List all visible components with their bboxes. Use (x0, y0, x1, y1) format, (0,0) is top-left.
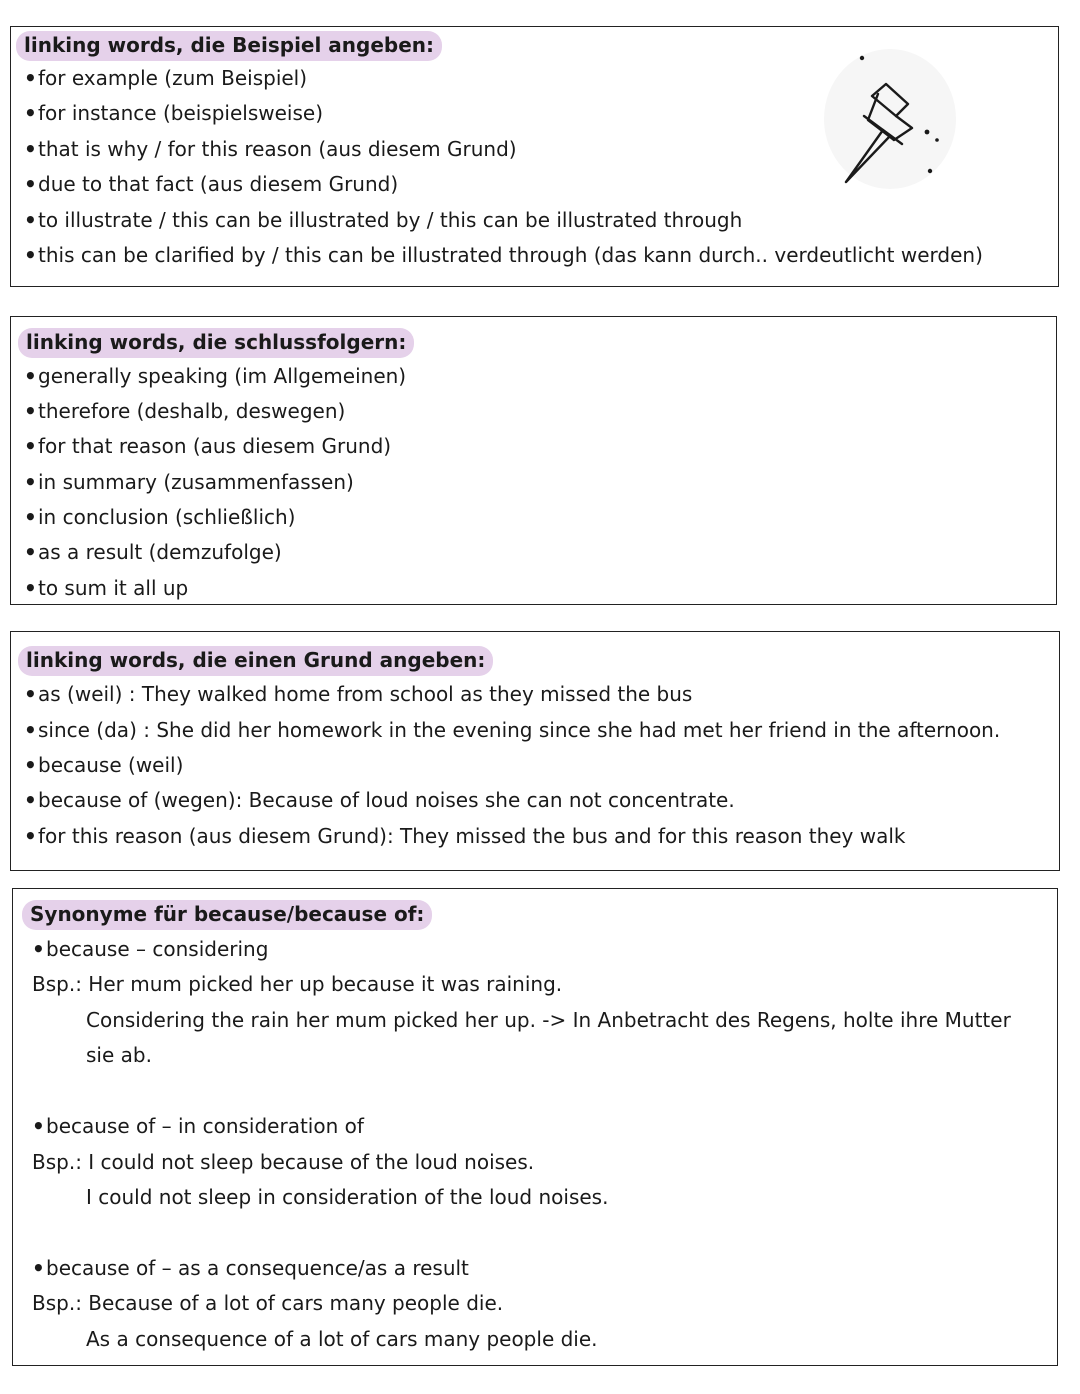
list-item: • because of (wegen): Because of loud noises she can not concentrate. (24, 787, 735, 813)
list-item: • for that reason (aus diesem Grund) (24, 433, 391, 459)
list-item: • in conclusion (schließlich) (24, 504, 295, 530)
example-rewrite-continued: sie ab. (86, 1043, 152, 1067)
example-rewrite: Considering the rain her mum picked her up. -> In Anbetracht des Regens, holte ihre Mutter (86, 1008, 1011, 1032)
pushpin-icon (820, 44, 960, 194)
list-item: • to sum it all up (24, 575, 188, 601)
list-item: • that is why / for this reason (aus diesem Grund) (24, 136, 517, 162)
example-rewrite: I could not sleep in consideration of the loud noises. (86, 1185, 609, 1209)
list-item: • because (weil) (24, 752, 183, 778)
list-item: • in summary (zusammenfassen) (24, 469, 354, 495)
list-item: • this can be clarified by / this can be illustrated through (das kann durch.. verdeutlicht werden) (24, 242, 983, 268)
synonym-pair: • because – considering (32, 936, 268, 962)
example-rewrite: As a consequence of a lot of cars many people die. (86, 1327, 598, 1351)
section-conclusion-heading: linking words, die schlussfolgern: (18, 328, 414, 358)
list-item: • generally speaking (im Allgemeinen) (24, 363, 406, 389)
example-sentence: Bsp.: I could not sleep because of the loud noises. (32, 1150, 535, 1174)
list-item: • for example (zum Beispiel) (24, 65, 307, 91)
list-item: • due to that fact (aus diesem Grund) (24, 171, 398, 197)
section-synonyms-heading: Synonyme für because/because of: (22, 900, 432, 930)
list-item: • as a result (demzufolge) (24, 539, 282, 565)
synonym-pair: • because of – in consideration of (32, 1113, 364, 1139)
list-item: • since (da) : She did her homework in the evening since she had met her friend in the afternoon. (24, 717, 1000, 743)
section-examples-heading: linking words, die Beispiel angeben: (16, 31, 442, 61)
list-item: • to illustrate / this can be illustrated by / this can be illustrated through (24, 207, 742, 233)
list-item: • therefore (deshalb, deswegen) (24, 398, 345, 424)
list-item: • for instance (beispielsweise) (24, 100, 323, 126)
list-item: • as (weil) : They walked home from school as they missed the bus (24, 681, 692, 707)
example-sentence: Bsp.: Because of a lot of cars many people die. (32, 1291, 504, 1315)
example-sentence: Bsp.: Her mum picked her up because it was raining. (32, 972, 563, 996)
synonym-pair: • because of – as a consequence/as a result (32, 1255, 469, 1281)
section-reason-heading: linking words, die einen Grund angeben: (18, 646, 493, 676)
list-item: • for this reason (aus diesem Grund): They missed the bus and for this reason they walk (24, 823, 906, 849)
